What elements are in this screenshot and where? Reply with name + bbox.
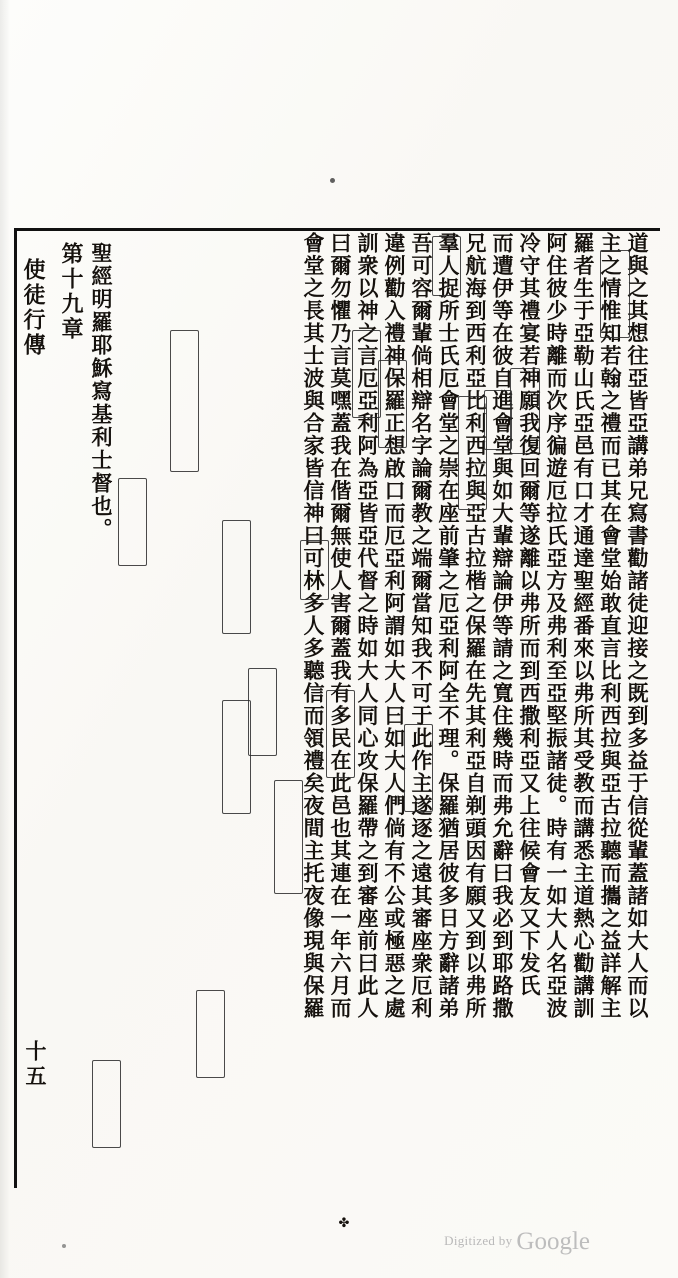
text-column: 兄航海到西利亞比利西拉與亞古拉楷之保羅在先其利亞自剃頭因有願又到以弗所: [463, 232, 488, 1020]
page-edge-shadow: [0, 0, 10, 1278]
text-column: 曰爾勿懼乃言莫嘿蓋我在偕爾無使人害爾蓋我有多民在此邑也其連在一年六月而: [328, 232, 353, 1020]
bottom-ink-speck: [62, 1244, 66, 1248]
watermark-prefix: Digitized by: [444, 1233, 513, 1248]
text-column: 羅者生于亞勒山氏亞邑有口才通達聖經番來以弗所其受教而講悉主道熱心勸講訓: [571, 232, 596, 1020]
text-column: 訓衆以神之言厄亞利阿為亞皆亞代督之時如大人同心攻保羅帶之到審座前曰此人: [355, 232, 380, 1020]
chapter-heading: 第十九章: [58, 242, 84, 342]
text-column: 吾可容爾輩倘相辯名字論爾教之端爾當知我不可于此作主遂逐之遠其審座衆厄利: [409, 232, 434, 1020]
text-column: 而遭伊等在彼自進會堂與如大輩辯論伊等請之寬住幾時而弗允辭曰我必到耶路撒: [490, 232, 515, 1020]
text-column: 會堂之長其士波與合家皆信神曰可林多人多聽信而領禮矣夜間主托夜像現與保羅: [301, 232, 326, 1020]
fold-fishtail-mark: ✤: [338, 1216, 350, 1231]
running-title: 使徒行傳: [20, 258, 46, 358]
text-column: 阿住彼少時離而次序徧遊厄拉氏亞方及弗利至亞堅振諸徒。時有一如大人名亞波: [544, 232, 569, 1020]
text-column: 道與之其想往亞皆亞講弟兄寫書勸諸徒迎接之既到多益于信從輩蓋諸如大人而以: [625, 232, 650, 1020]
watermark-brand: Google: [516, 1228, 590, 1255]
text-column: 主之情惟知若翰之禮而已其在會堂始敢直言比利西拉與亞古拉聽而攜之益詳解主: [598, 232, 623, 1020]
page-number: 十五: [23, 1040, 48, 1090]
colophon-line: 聖經明羅耶穌寫基利士督也。: [89, 242, 114, 541]
text-column: 羣人捉所士氏厄會堂之崇在座前肇之厄亞利阿全不理。保羅猶居彼多日方辭諸弟: [436, 232, 461, 1020]
text-column: 冷守其禮宴若神願我復回爾等遂離以弗所而到西撒利亞又上往候會友又下发氏: [517, 232, 542, 997]
text-column: 違例勸入禮神保羅正想啟口而厄亞利阿謂如大人曰如大人們倘有不公或極惡之處: [382, 232, 407, 1020]
text-block-inner: [14, 232, 654, 1184]
top-ink-speck: [330, 178, 335, 183]
vertical-text-columns: [297, 232, 648, 1184]
google-scan-watermark: [444, 1228, 590, 1256]
